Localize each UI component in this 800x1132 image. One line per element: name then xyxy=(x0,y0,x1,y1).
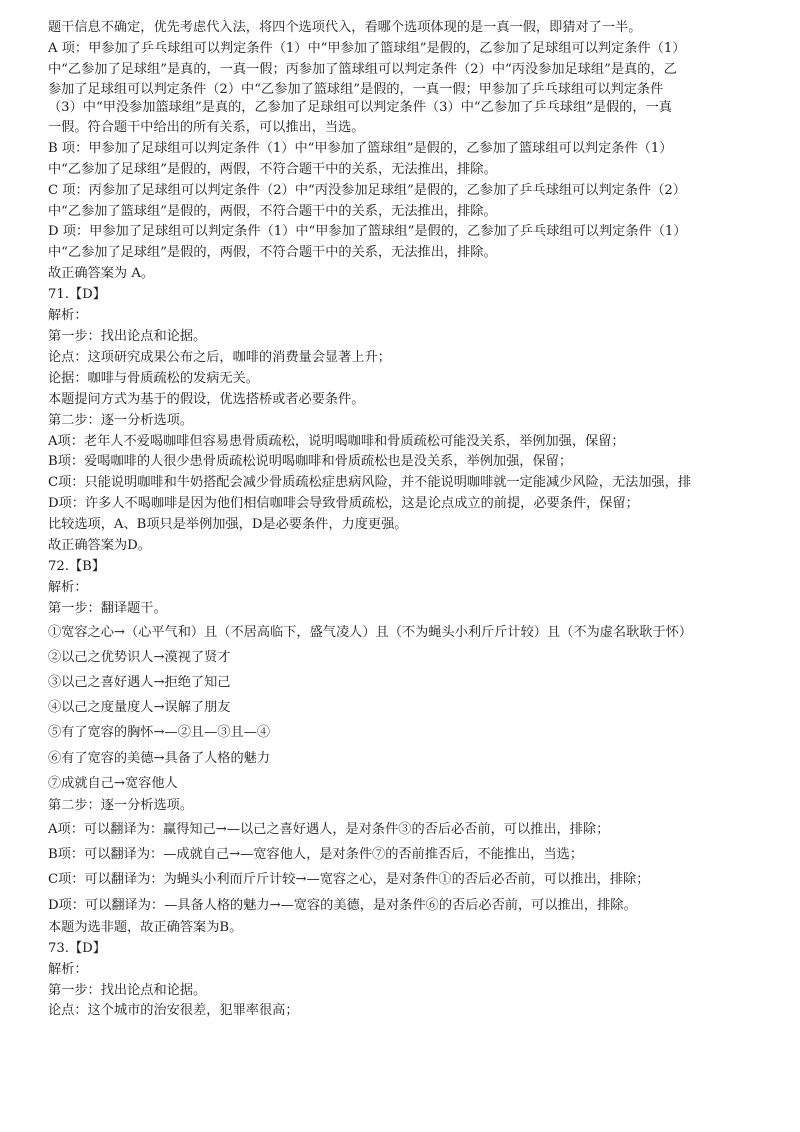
text-line: 故正确答案为 A。 xyxy=(48,266,155,282)
condition-line: ①宽容之心→（心平气和）且（不居高临下，盛气凌人）且（不为蝇头小利斤斤计较）且（不为虚名耿耿于怀） xyxy=(48,624,693,640)
text-line: 中“乙参加了足球组”是真的，一真一假；丙参加了篮球组可以判定条件（2）中“丙没参加足球组”是真的，乙 xyxy=(48,61,677,77)
text-line: A项：老年人不爱喝咖啡但容易患骨质疏松，说明喝咖啡和骨质疏松可能没关系，举例加强，保留； xyxy=(48,433,625,449)
text-line: 本题提问方式为基于的假设，优选搭桥或者必要条件。 xyxy=(48,391,365,407)
option-line: B项：可以翻译为：—成就自己→—宽容他人，是对条件⑦的否前推否后，不能推出，当选； xyxy=(48,847,584,863)
condition-line: ③以己之喜好遇人→拒绝了知己 xyxy=(48,675,231,691)
text-line: C项：只能说明咖啡和牛奶搭配会减少骨质疏松症患病风险，并不能说明咖啡就一定能减少风险，无法加强，排 xyxy=(48,475,692,491)
text-line: D项：许多人不喝咖啡是因为他们相信咖啡会导致骨质疏松，这是论点成立的前提，必要条件，保留； xyxy=(48,496,639,512)
question-number: 73.【D】 xyxy=(48,940,106,956)
text-line: 中“乙参加了足球组”是假的，两假，不符合题干中的关系，无法推出，排除。 xyxy=(48,161,497,177)
answer-70-continuation xyxy=(48,18,778,285)
condition-line: ⑥有了宽容的美德→具备了人格的魅力 xyxy=(48,750,271,766)
question-number: 72.【B】 xyxy=(48,558,106,574)
condition-line: ④以己之度量度人→误解了朋友 xyxy=(48,700,231,716)
condition-line: ⑦成就自己→宽容他人 xyxy=(48,775,178,791)
text-line: 参加了足球组可以判定条件（2）中“乙参加了篮球组”是假的，一真一假；甲参加了乒乓球组可以判定条件 xyxy=(48,81,664,97)
answer-71 xyxy=(48,285,778,557)
text-line: 第一步：找出论点和论据。 xyxy=(48,982,207,998)
text-line: 比较选项，A、B项只是举例加强，D是必要条件，力度更强。 xyxy=(48,517,408,533)
condition-line: ⑤有了宽容的胸怀→—②且—③且—④ xyxy=(48,725,271,741)
text-line: B项：爱喝咖啡的人很少患骨质疏松说明喝咖啡和骨质疏松也是没关系，举例加强，保留； xyxy=(48,454,572,470)
text-line: 中“乙参加了足球组”是假的，两假，不符合题干中的关系，无法推出，排除。 xyxy=(48,245,497,261)
text-line: 本题为选非题，故正确答案为B。 xyxy=(48,919,243,935)
text-line: 解析： xyxy=(48,579,88,595)
text-line: 一假。符合题干中给出的所有关系，可以推出，当选。 xyxy=(48,119,365,135)
text-line: 解析： xyxy=(48,961,88,977)
text-line: 论点：这个城市的治安很差，犯罪率很高； xyxy=(48,1003,299,1019)
text-line: 第一步：翻译题干。 xyxy=(48,600,167,616)
option-line: A项：可以翻译为：赢得知己→—以己之喜好遇人，是对条件③的否后必否前，可以推出，排除； xyxy=(48,821,610,837)
answer-73 xyxy=(48,918,778,1023)
text-line: A 项：甲参加了乒乓球组可以判定条件（1）中“甲参加了篮球组”是假的，乙参加了足球组可以判定条件（1） xyxy=(48,40,686,56)
text-line: 论点：这项研究成果公布之后，咖啡的消费量会显著上升； xyxy=(48,349,391,365)
answer-72 xyxy=(48,557,778,918)
text-line: 中“乙参加了篮球组”是假的，两假，不符合题干中的关系，无法推出，排除。 xyxy=(48,203,497,219)
text-line: （3）中“甲没参加篮球组”是真的，乙参加了足球组可以判定条件（3）中“乙参加了乒乓球组”是假的，一真 xyxy=(48,100,672,116)
text-line: 第二步：逐一分析选项。 xyxy=(48,798,194,814)
text-line: 第一步：找出论点和论据。 xyxy=(48,328,207,344)
text-line: 题干信息不确定，优先考虑代入法，将四个选项代入，看哪个选项体现的是一真一假，即猜对了一半。 xyxy=(48,20,642,35)
condition-line: ②以己之优势识人→漠视了贤才 xyxy=(48,649,231,665)
option-line: D项：可以翻译为：—具备人格的魅力→—宽容的美德，是对条件⑥的否后必否前，可以推出，排除。 xyxy=(48,897,637,913)
text-line: B 项：甲参加了足球组可以判定条件（1）中“甲参加了篮球组”是假的，乙参加了篮球组可以判定条件（1） xyxy=(48,140,673,156)
text-line: 第二步：逐一分析选项。 xyxy=(48,412,194,428)
question-number: 71.【D】 xyxy=(48,287,106,303)
text-line: C 项：丙参加了足球组可以判定条件（2）中“丙没参加足球组”是假的，乙参加了乒乓球组可以判定条件（2） xyxy=(48,182,686,198)
text-line: 解析： xyxy=(48,308,88,324)
option-line: C项：可以翻译为：为蝇头小利而斤斤计较→—宽容之心，是对条件①的否后必否前，可以推出，排除； xyxy=(48,872,650,888)
text-line: 故正确答案为D。 xyxy=(48,538,151,554)
text-line: 论据：咖啡与骨质疏松的发病无关。 xyxy=(48,370,259,386)
text-line: D 项：甲参加了足球组可以判定条件（1）中“甲参加了篮球组”是假的，乙参加了乒乓球组可以判定条件（1） xyxy=(48,224,687,240)
